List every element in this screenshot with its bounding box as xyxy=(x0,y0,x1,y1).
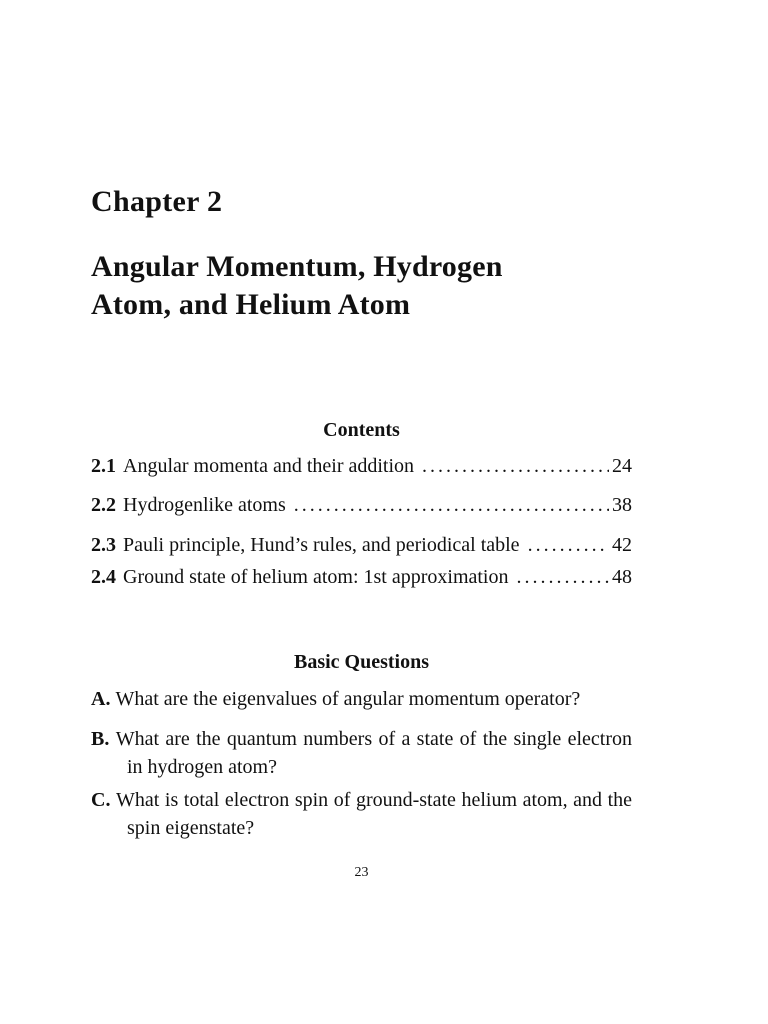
question-text: What are the quantum numbers of a state of the single electron in hydrogen atom? xyxy=(115,728,632,778)
toc-entry-number: 2.3 xyxy=(91,534,116,556)
toc-entry-page: 48 xyxy=(612,566,632,588)
page-number: 23 xyxy=(354,865,369,880)
toc-leader-dots xyxy=(528,531,609,559)
toc-entry-title: Ground state of helium atom: 1st approximation xyxy=(123,566,509,588)
toc-entry-page: 24 xyxy=(612,455,632,477)
toc-entry-page: 42 xyxy=(612,534,632,556)
chapter-title xyxy=(91,248,651,324)
toc-entry[interactable] xyxy=(91,491,632,519)
toc-leader-dots xyxy=(517,563,610,591)
toc-entry-page: 38 xyxy=(612,494,632,516)
question-item xyxy=(91,786,632,842)
contents-heading: Contents xyxy=(323,419,400,441)
toc-entry-title: Angular momenta and their addition xyxy=(123,455,415,477)
toc-entry-title: Pauli principle, Hund’s rules, and periodical table xyxy=(123,534,520,556)
basic-questions-heading: Basic Questions xyxy=(293,651,430,673)
toc-entry[interactable] xyxy=(91,531,632,559)
question-letter: C. xyxy=(91,789,117,811)
toc-entry-number: 2.2 xyxy=(91,494,116,516)
question-letter: A. xyxy=(91,688,116,710)
chapter-title-line: Atom, and Helium Atom xyxy=(91,288,411,321)
toc-entry[interactable] xyxy=(91,563,632,591)
toc-entry-title: Hydrogenlike atoms xyxy=(123,494,286,516)
toc-entry-number: 2.1 xyxy=(91,455,116,477)
toc-leader-dots xyxy=(422,452,609,480)
question-text: What are the eigenvalues of angular momentum operator? xyxy=(115,688,581,710)
chapter-title-line: Angular Momentum, Hydrogen xyxy=(91,250,503,283)
chapter-label: Chapter 2 xyxy=(91,185,223,218)
question-item xyxy=(91,685,632,713)
question-item xyxy=(91,725,632,781)
question-text: What is total electron spin of ground-state helium atom, and the spin eigenstate? xyxy=(116,789,633,839)
toc-entry-number: 2.4 xyxy=(91,566,116,588)
toc-entry[interactable] xyxy=(91,452,632,480)
toc-leader-dots xyxy=(294,491,609,519)
question-letter: B. xyxy=(91,728,116,750)
